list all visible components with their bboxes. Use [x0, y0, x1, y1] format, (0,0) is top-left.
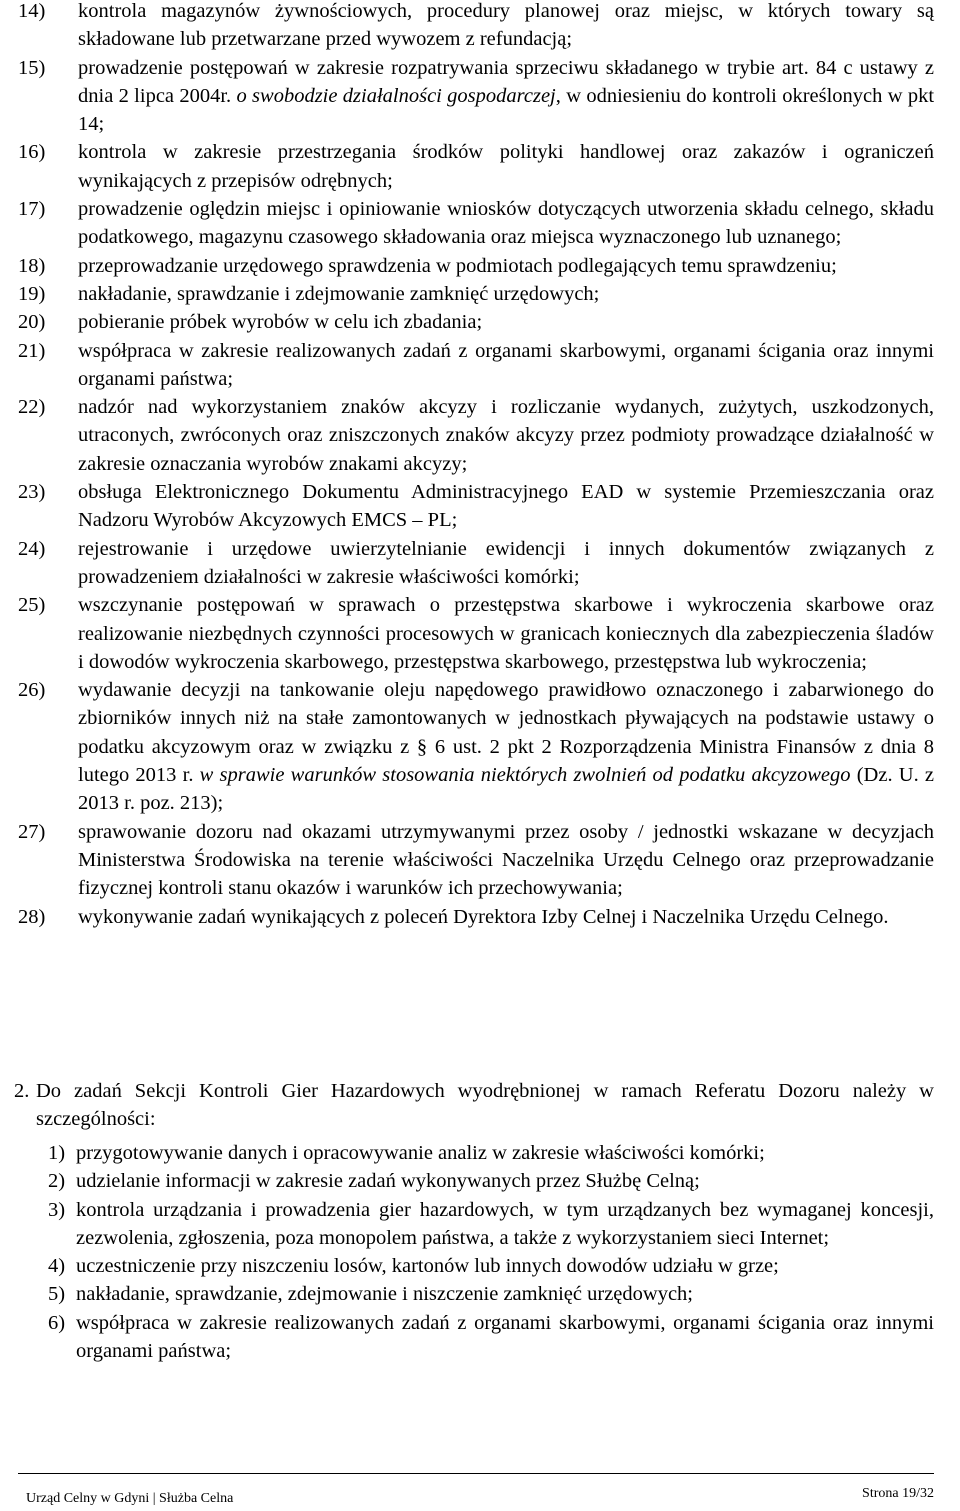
item-text-main: wydawanie decyzji na tankowanie oleju napędowego prawidłowo oznaczonego i zabarwionego do zbiorników innych niż na stałe zamontowanych w jednostkach pływających na podstawie ustawy o podatku akcyzowym oraz w związku z § 6 ust. 2 pkt 2 Rozporządzenia Ministra Finansów z dnia 8 lutego 2013 r.: [78, 679, 934, 787]
item-text: [78, 54, 934, 139]
item-number: 28): [18, 905, 46, 928]
list-item: [18, 280, 934, 308]
item-number: 5): [48, 1283, 66, 1306]
item-text: współpraca w zakresie realizowanych zadań z organami skarbowymi, organami ścigania oraz innymi organami państwa;: [76, 1311, 934, 1363]
item-number: 2): [48, 1170, 66, 1193]
list-item: [18, 591, 934, 676]
section-heading-text: Do zadań Sekcji Kontroli Gier Hazardowych wyodrębnionej w ramach Referatu Dozoru należy w szczególności:: [36, 1080, 934, 1131]
section-2-heading: [14, 1077, 934, 1134]
item-text: prowadzenie oględzin miejsc i opiniowanie wniosków dotyczących utworzenia składu celnego, składu podatkowego, magazynu czasowego składowania oraz miejsca wyznaczonego lub uznanego;: [78, 198, 934, 249]
list-item: [48, 1280, 934, 1308]
list-item: [18, 535, 934, 592]
item-text: nakładanie, sprawdzanie i zdejmowanie zamknięć urzędowych;: [78, 282, 600, 305]
footer-office-name: Urząd Celny w Gdyni | Służba Celna: [26, 1491, 234, 1506]
list-item: [18, 393, 934, 478]
item-text: uczestniczenie przy niszczeniu losów, kartonów lub innych dowodów udziału w grze;: [76, 1255, 779, 1278]
item-number: 24): [18, 537, 46, 560]
item-number: 17): [18, 198, 46, 221]
item-text: nakładanie, sprawdzanie, zdejmowanie i niszczenie zamknięć urzędowych;: [76, 1283, 693, 1306]
item-number: 25): [18, 594, 46, 617]
footer-divider: [18, 1473, 934, 1474]
item-number: 3): [48, 1198, 66, 1221]
item-text: przeprowadzanie urzędowego sprawdzenia w podmiotach podlegających temu sprawdzeniu;: [78, 254, 837, 277]
item-text: wszczynanie postępowań w sprawach o przestępstwa skarbowe i wykroczenia skarbowe oraz realizowanie niezbędnych czynności procesowych w granicach koniecznych dla zabezpieczenia śladów i dowodów wykroczenia skarbowego, przestępstwa skarbowego, przestępstwa lub wykroczenia;: [78, 594, 934, 673]
item-text: nadzór nad wykorzystaniem znaków akcyzy i rozliczanie wydanych, zużytych, uszkodzonych, utraconych, zwróconych oraz zniszczonych znaków akcyzy przez podmioty prowadzące działalność w zakresie oznaczania wyrobów znakami akcyzy;: [78, 396, 934, 475]
item-text: [78, 676, 934, 817]
section-1-list: [18, 0, 934, 931]
item-text: współpraca w zakresie realizowanych zadań z organami skarbowymi, organami ścigania oraz innymi organami państwa;: [78, 339, 934, 390]
item-number: 22): [18, 396, 46, 419]
list-item: [18, 195, 934, 252]
list-item: [18, 54, 934, 139]
list-item: [48, 1252, 934, 1280]
list-item: [18, 818, 934, 903]
list-item: [18, 0, 934, 54]
list-item: [48, 1196, 934, 1253]
item-number: 14): [18, 0, 46, 22]
item-number: 23): [18, 481, 46, 504]
item-text-main: prowadzenie postępowań w zakresie rozpatrywania sprzeciwu składanego w trybie art. 84 c ustawy z dnia 2 lipca 2004r.: [78, 56, 934, 107]
list-item: [18, 676, 934, 817]
item-number: 21): [18, 339, 46, 362]
item-number: 1): [48, 1142, 66, 1164]
item-text: wykonywanie zadań wynikających z poleceń Dyrektora Izby Celnej i Naczelnika Urzędu Celnego.: [78, 905, 889, 928]
section-2-list: [48, 1139, 934, 1365]
section-number: 2.: [14, 1080, 30, 1102]
item-text-italic: o swobodzie działalności gospodarczej: [236, 84, 556, 107]
page-number: Strona 19/32: [862, 1486, 934, 1501]
list-item: [48, 1309, 934, 1366]
item-number: 15): [18, 56, 46, 79]
item-number: 26): [18, 679, 46, 702]
item-number: 18): [18, 254, 46, 277]
item-text: kontrola w zakresie przestrzegania środków polityki handlowej oraz zakazów i ograniczeń wynikających z przepisów odrębnych;: [78, 141, 934, 192]
list-item: [48, 1167, 934, 1195]
list-item: [18, 138, 934, 195]
list-item: [18, 478, 934, 535]
list-item: [18, 252, 934, 280]
list-item: [18, 337, 934, 394]
item-number: 19): [18, 282, 46, 305]
item-text: przygotowywanie danych i opracowywanie analiz w zakresie właściwości komórki;: [76, 1142, 765, 1164]
item-text: kontrola magazynów żywnościowych, procedury planowej oraz miejsc, w których towary są składowane lub przetwarzane przed wywozem z refundacją;: [78, 0, 934, 51]
item-text: sprawowanie dozoru nad okazami utrzymywanymi przez osoby / jednostki wskazane w decyzjach Ministerstwa Środowiska na terenie właściwości Naczelnika Urzędu Celnego oraz przeprowadzanie fizycznej kontroli stanu okazów i warunków ich przechowywania;: [78, 820, 934, 900]
item-text: rejestrowanie i urzędowe uwierzytelnianie ewidencji i innych dokumentów związanych z prowadzeniem działalności w zakresie właściwości komórki;: [78, 537, 934, 588]
item-text-after: (Dz. U. z 2013 r. poz. 213);: [78, 764, 935, 815]
list-item: [48, 1139, 934, 1167]
item-text: pobieranie próbek wyrobów w celu ich zbadania;: [78, 311, 483, 334]
item-number: 4): [48, 1255, 66, 1278]
item-text-italic: w sprawie warunków stosowania niektórych zwolnień od podatku akcyzowego: [199, 764, 851, 787]
list-item: [18, 308, 934, 336]
item-text-after: , w odniesieniu do kontroli określonych w pkt 14;: [78, 84, 935, 136]
list-item: [18, 903, 934, 931]
item-number: 20): [18, 311, 46, 334]
item-number: 27): [18, 820, 46, 843]
item-text: kontrola urządzania i prowadzenia gier hazardowych, w tym urządzanych bez wymaganej koncesji, zezwolenia, zgłoszenia, poza monopolem państwa, a także z wykorzystaniem sieci Internet;: [76, 1198, 934, 1249]
item-number: 16): [18, 141, 46, 164]
item-text: obsługa Elektronicznego Dokumentu Administracyjnego EAD w systemie Przemieszczania oraz Nadzoru Wyrobów Akcyzowych EMCS – PL;: [78, 481, 934, 532]
item-number: 6): [48, 1311, 66, 1334]
item-text: udzielanie informacji w zakresie zadań wykonywanych przez Służbę Celną;: [76, 1170, 700, 1193]
